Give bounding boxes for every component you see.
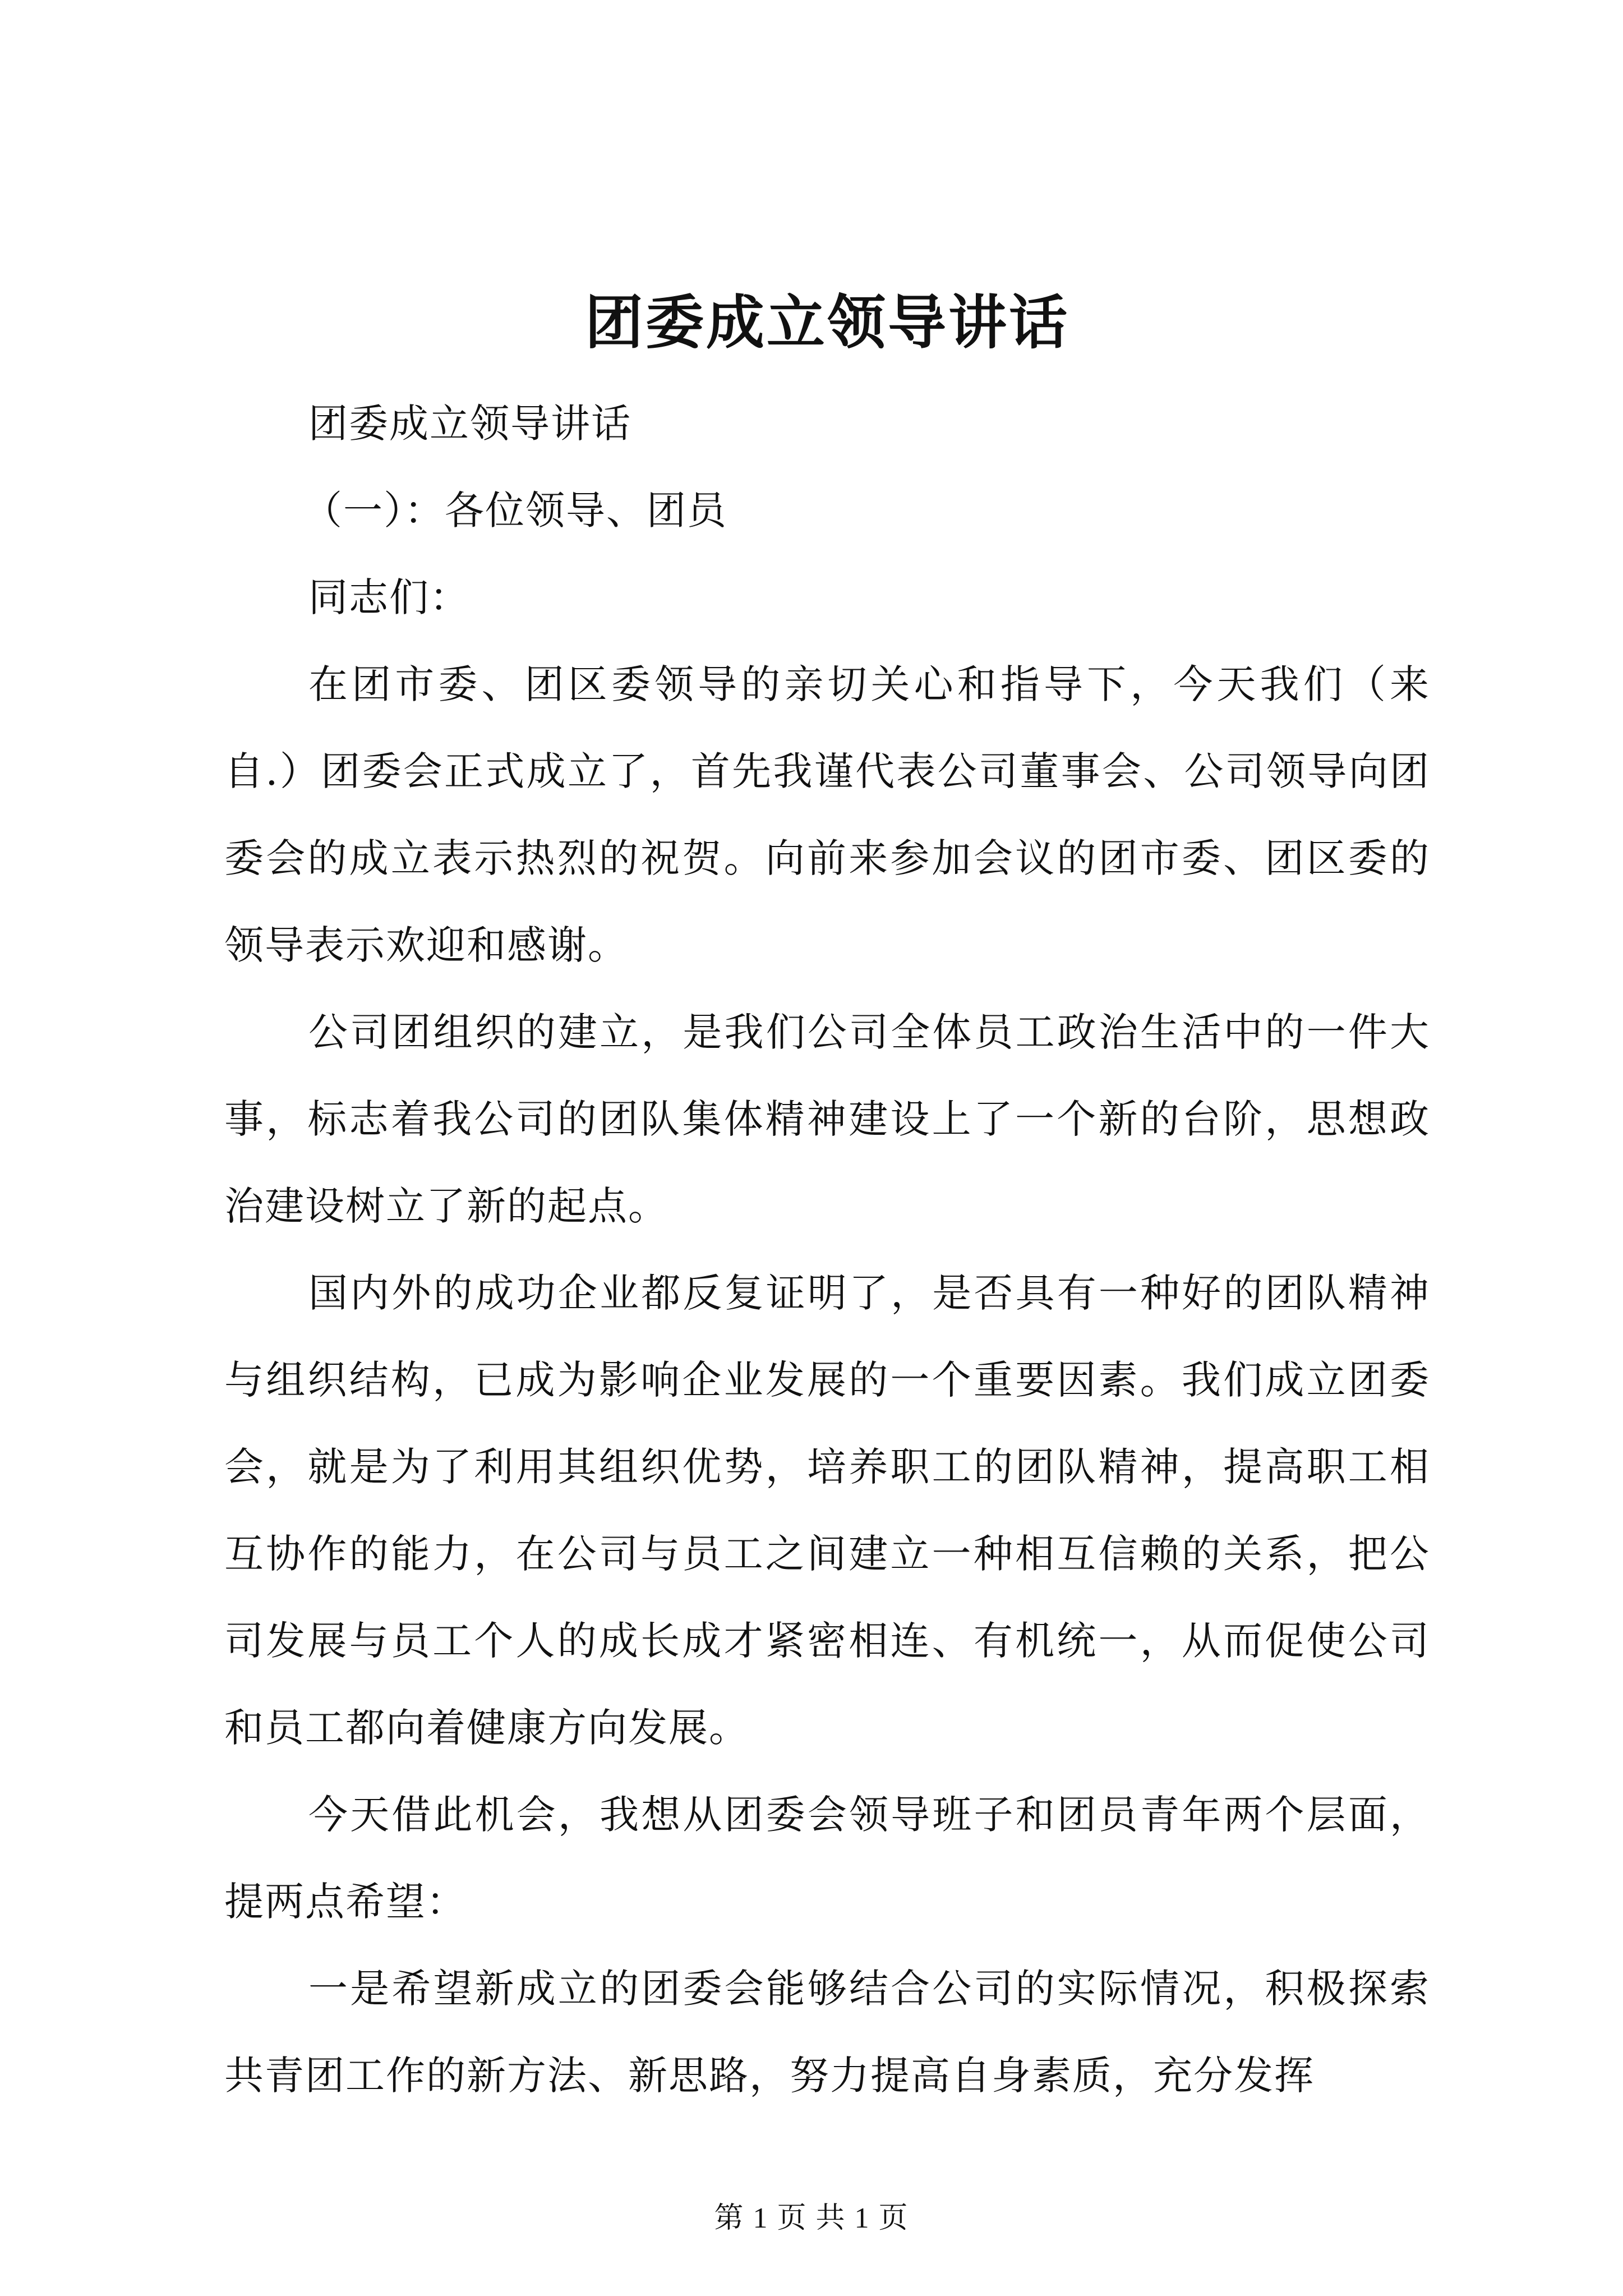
body-paragraph: 一是希望新成立的团委会能够结合公司的实际情况，积极探索共青团工作的新方法、新思路，努力提高自身素质，充分发挥: [224, 1966, 1430, 2099]
salutation: 同志们：: [308, 574, 470, 620]
page-footer: 第 1 页 共 1 页: [714, 2202, 909, 2234]
section-heading: （一）：各位领导、团员: [303, 487, 727, 533]
document-title: 团委成立领导讲话: [584, 288, 1069, 357]
body-paragraph: 在团市委、团区委领导的亲切关心和指导下，今天我们（来自.）团委会正式成立了，首先我谨代表公司董事会、公司领导向团委会的成立表示热烈的祝贺。向前来参加会议的团市委、团区委的领导表示欢迎和感谢。: [224, 661, 1430, 968]
body-paragraph: 公司团组织的建立，是我们公司全体员工政治生活中的一件大事，标志着我公司的团队集体精神建设上了一个新的台阶，思想政治建设树立了新的起点。: [224, 1009, 1430, 1229]
document-body: [224, 280, 1430, 2119]
body-paragraph: 国内外的成功企业都反复证明了，是否具有一种好的团队精神与组织结构，已成为影响企业发展的一个重要因素。我们成立团委会，就是为了利用其组织优势，培养职工的团队精神，提高职工相互协作的能力，在公司与员工之间建立一种相互信赖的关系，把公司发展与员工个人的成长成才紧密相连、有机统一，从而促使公司和员工都向着健康方向发展。: [224, 1270, 1430, 1751]
document-subtitle: 团委成立领导讲话: [308, 401, 631, 447]
body-paragraph: 今天借此机会，我想从团委会领导班子和团员青年两个层面，提两点希望：: [224, 1792, 1430, 1925]
